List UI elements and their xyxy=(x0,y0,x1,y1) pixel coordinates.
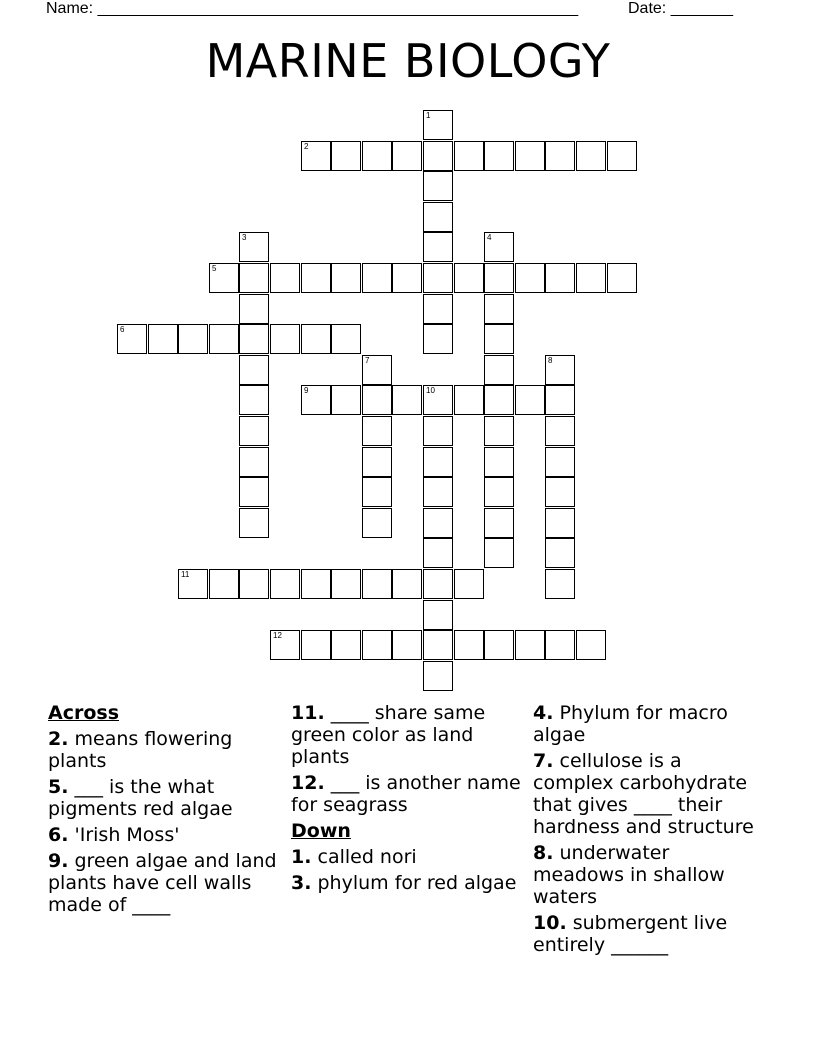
clue-down-10: 10. submergent live entirely ______ xyxy=(533,912,728,956)
grid-cell[interactable] xyxy=(239,385,269,415)
cell-number: 5 xyxy=(212,264,217,273)
grid-cell[interactable] xyxy=(454,263,484,293)
grid-cell[interactable] xyxy=(545,477,575,507)
grid-cell[interactable] xyxy=(209,263,239,293)
grid-cell[interactable] xyxy=(362,447,392,477)
grid-cell[interactable] xyxy=(423,477,453,507)
grid-cell[interactable] xyxy=(454,630,484,660)
clue-across-9: 9. green algae and land plants have cell walls made of ____ xyxy=(48,850,277,916)
grid-cell[interactable] xyxy=(423,569,453,599)
across-heading: Across xyxy=(48,702,120,724)
cell-number: 7 xyxy=(365,356,370,365)
clues-column-1 xyxy=(48,702,278,920)
cell-number: 6 xyxy=(120,325,125,334)
grid-cell[interactable] xyxy=(545,355,575,385)
clue-across-11: 11. ____ share same green color as land plants xyxy=(291,702,486,768)
grid-cell[interactable] xyxy=(392,141,422,171)
grid-cell[interactable] xyxy=(545,141,575,171)
grid-cell[interactable] xyxy=(484,263,514,293)
clue-across-12: 12. ___ is another name for seagrass xyxy=(291,772,521,816)
grid-cell[interactable] xyxy=(423,661,453,691)
cell-number: 12 xyxy=(273,631,282,640)
grid-cell[interactable] xyxy=(331,569,361,599)
grid-cell[interactable] xyxy=(423,263,453,293)
clue-across-6: 6. 'Irish Moss' xyxy=(48,824,180,846)
grid-cell[interactable] xyxy=(362,477,392,507)
grid-cell[interactable] xyxy=(545,447,575,477)
grid-cell[interactable] xyxy=(545,569,575,599)
grid-cell[interactable] xyxy=(392,263,422,293)
grid-cell[interactable] xyxy=(239,508,269,538)
grid-cell[interactable] xyxy=(362,385,392,415)
grid-cell[interactable] xyxy=(362,569,392,599)
name-field[interactable]: Name: ______________________________________________________ xyxy=(46,0,579,17)
grid-cell[interactable] xyxy=(423,171,453,201)
grid-cell[interactable] xyxy=(301,263,331,293)
grid-cell[interactable] xyxy=(515,141,545,171)
grid-cell[interactable] xyxy=(362,141,392,171)
grid-cell[interactable] xyxy=(331,324,361,354)
grid-cell[interactable] xyxy=(484,477,514,507)
grid-cell[interactable] xyxy=(576,263,606,293)
grid-cell[interactable] xyxy=(423,324,453,354)
grid-cell[interactable] xyxy=(484,538,514,568)
grid-cell[interactable] xyxy=(576,630,606,660)
clues-column-2 xyxy=(291,702,521,898)
grid-cell[interactable] xyxy=(270,324,300,354)
grid-cell[interactable] xyxy=(362,630,392,660)
grid-cell[interactable] xyxy=(484,232,514,262)
grid-cell[interactable] xyxy=(423,110,453,140)
grid-cell[interactable] xyxy=(392,385,422,415)
grid-cell[interactable] xyxy=(239,447,269,477)
grid-cell[interactable] xyxy=(515,263,545,293)
grid-cell[interactable] xyxy=(239,324,269,354)
grid-cell[interactable] xyxy=(392,569,422,599)
grid-cell[interactable] xyxy=(423,447,453,477)
grid-cell[interactable] xyxy=(301,385,331,415)
grid-cell[interactable] xyxy=(117,324,147,354)
grid-cell[interactable] xyxy=(239,232,269,262)
grid-cell[interactable] xyxy=(454,569,484,599)
grid-cell[interactable] xyxy=(239,355,269,385)
cell-number: 2 xyxy=(304,142,309,151)
cell-number: 3 xyxy=(242,233,247,242)
grid-cell[interactable] xyxy=(423,232,453,262)
grid-cell[interactable] xyxy=(454,385,484,415)
grid-cell[interactable] xyxy=(148,324,178,354)
grid-cell[interactable] xyxy=(423,538,453,568)
grid-cell[interactable] xyxy=(178,324,208,354)
grid-cell[interactable] xyxy=(331,630,361,660)
grid-cell[interactable] xyxy=(239,569,269,599)
clue-down-4: 4. Phylum for macro algae xyxy=(533,702,728,746)
grid-cell[interactable] xyxy=(423,385,453,415)
grid-cell[interactable] xyxy=(331,263,361,293)
grid-cell[interactable] xyxy=(484,294,514,324)
grid-cell[interactable] xyxy=(239,416,269,446)
clue-across-2: 2. means flowering plants xyxy=(48,728,233,772)
clue-down-1: 1. called nori xyxy=(291,846,417,868)
grid-cell[interactable] xyxy=(484,508,514,538)
grid-cell[interactable] xyxy=(362,508,392,538)
grid-cell[interactable] xyxy=(545,263,575,293)
grid-cell[interactable] xyxy=(607,141,637,171)
grid-cell[interactable] xyxy=(301,569,331,599)
grid-cell[interactable] xyxy=(209,324,239,354)
grid-cell[interactable] xyxy=(423,630,453,660)
grid-cell[interactable] xyxy=(607,263,637,293)
grid-cell[interactable] xyxy=(270,263,300,293)
grid-cell[interactable] xyxy=(484,141,514,171)
grid-cell[interactable] xyxy=(301,141,331,171)
grid-cell[interactable] xyxy=(545,630,575,660)
grid-cell[interactable] xyxy=(362,263,392,293)
grid-cell[interactable] xyxy=(515,385,545,415)
grid-cell[interactable] xyxy=(209,569,239,599)
grid-cell[interactable] xyxy=(484,416,514,446)
grid-cell[interactable] xyxy=(423,141,453,171)
grid-cell[interactable] xyxy=(331,141,361,171)
cell-number: 8 xyxy=(548,356,553,365)
clue-down-7: 7. cellulose is a complex carbohydrate that gives ____ their hardness and structure xyxy=(533,750,754,838)
grid-cell[interactable] xyxy=(239,294,269,324)
grid-cell[interactable] xyxy=(423,508,453,538)
grid-cell[interactable] xyxy=(239,477,269,507)
grid-cell[interactable] xyxy=(545,508,575,538)
grid-cell[interactable] xyxy=(423,416,453,446)
cell-number: 9 xyxy=(304,386,309,395)
grid-cell[interactable] xyxy=(270,630,300,660)
cell-number: 4 xyxy=(487,233,492,242)
grid-cell[interactable] xyxy=(362,416,392,446)
grid-cell[interactable] xyxy=(484,385,514,415)
grid-cell[interactable] xyxy=(484,447,514,477)
grid-cell[interactable] xyxy=(423,294,453,324)
grid-cell[interactable] xyxy=(423,600,453,630)
down-heading: Down xyxy=(291,820,351,842)
grid-cell[interactable] xyxy=(484,355,514,385)
clue-down-3: 3. phylum for red algae xyxy=(291,872,517,894)
grid-cell[interactable] xyxy=(301,324,331,354)
page-title: MARINE BIOLOGY xyxy=(205,34,611,88)
grid-cell[interactable] xyxy=(331,385,361,415)
grid-cell[interactable] xyxy=(423,202,453,232)
grid-cell[interactable] xyxy=(270,569,300,599)
clues-column-3 xyxy=(533,702,763,960)
date-field[interactable]: Date: _______ xyxy=(628,0,733,17)
clue-across-5: 5. ___ is the what pigments red algae xyxy=(48,776,233,820)
cell-number: 1 xyxy=(426,111,431,120)
grid-cell[interactable] xyxy=(545,385,575,415)
grid-cell[interactable] xyxy=(545,538,575,568)
grid-cell[interactable] xyxy=(178,569,208,599)
grid-cell[interactable] xyxy=(484,324,514,354)
clue-down-8: 8. underwater meadows in shallow waters xyxy=(533,842,725,908)
grid-cell[interactable] xyxy=(454,141,484,171)
grid-cell[interactable] xyxy=(392,630,422,660)
grid-cell[interactable] xyxy=(484,630,514,660)
cell-number: 10 xyxy=(426,386,435,395)
grid-cell[interactable] xyxy=(576,141,606,171)
grid-cell[interactable] xyxy=(239,263,269,293)
grid-cell[interactable] xyxy=(362,355,392,385)
grid-cell[interactable] xyxy=(301,630,331,660)
grid-cell[interactable] xyxy=(515,630,545,660)
grid-cell[interactable] xyxy=(545,416,575,446)
cell-number: 11 xyxy=(181,570,190,579)
